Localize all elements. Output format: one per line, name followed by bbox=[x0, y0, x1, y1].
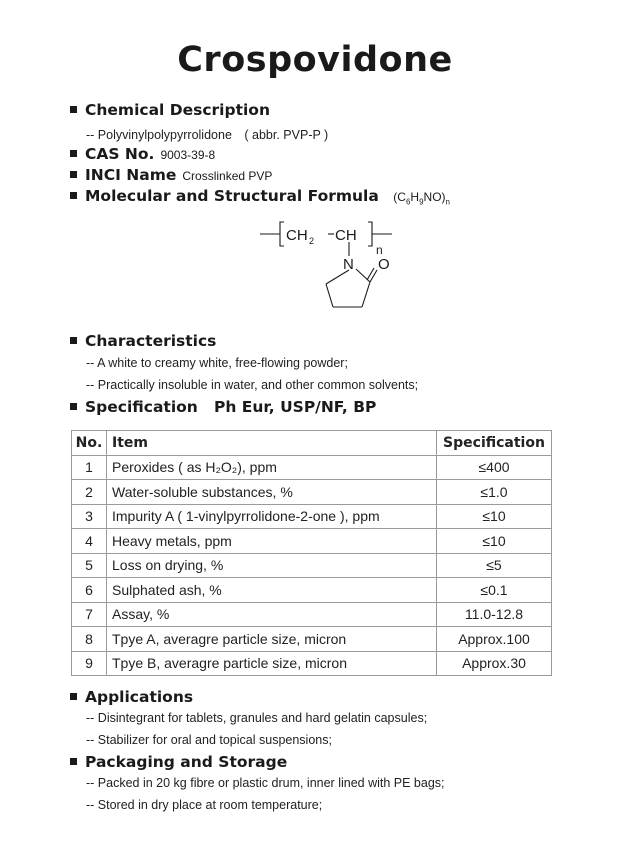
cell-spec: ≤5 bbox=[437, 553, 552, 578]
cell-no: 5 bbox=[72, 553, 107, 578]
inci-heading: INCI Name bbox=[85, 166, 177, 184]
column-header-no: No. bbox=[72, 431, 107, 456]
table-row bbox=[72, 602, 552, 627]
cell-spec: ≤10 bbox=[437, 504, 552, 529]
bullet-square-icon bbox=[70, 192, 77, 199]
formula-nitrogen: N bbox=[343, 256, 354, 273]
applications-heading: Applications bbox=[85, 688, 194, 706]
cell-spec: ≤0.1 bbox=[437, 578, 552, 603]
packaging-heading-row bbox=[70, 753, 287, 772]
cell-item: Impurity A ( 1-vinylpyrrolidone-2-one ), ppm bbox=[107, 504, 437, 529]
table-row bbox=[72, 455, 552, 480]
column-header-item: Item bbox=[107, 431, 437, 456]
applications-line: -- Stabilizer for oral and topical suspensions; bbox=[86, 733, 332, 747]
bullet-square-icon bbox=[70, 403, 77, 410]
chemical-description-heading: Chemical Description bbox=[85, 101, 270, 119]
cell-spec: ≤1.0 bbox=[437, 480, 552, 505]
formula-heading: Molecular and Structural Formula bbox=[85, 187, 379, 205]
cell-item: Peroxides ( as H₂O₂), ppm bbox=[107, 455, 437, 480]
cell-item: Tpye B, averagre particle size, micron bbox=[107, 651, 437, 676]
packaging-line: -- Stored in dry place at room temperature; bbox=[86, 798, 323, 812]
cell-no: 7 bbox=[72, 602, 107, 627]
page-title: Crospovidone bbox=[177, 40, 453, 80]
cell-no: 2 bbox=[72, 480, 107, 505]
cell-item: Sulphated ash, % bbox=[107, 578, 437, 603]
cell-item: Loss on drying, % bbox=[107, 553, 437, 578]
chemical-description-line: -- Polyvinylpolypyrrolidone ( abbr. PVP-P ) bbox=[86, 128, 329, 142]
packaging-line: -- Packed in 20 kg fibre or plastic drum, inner lined with PE bags; bbox=[86, 776, 445, 790]
applications-line: -- Disintegrant for tablets, granules and hard gelatin capsules; bbox=[86, 711, 428, 725]
bullet-square-icon bbox=[70, 106, 77, 113]
specification-heading: Specification Ph Eur, USP/NF, BP bbox=[85, 398, 377, 416]
cell-spec: Approx.100 bbox=[437, 627, 552, 652]
cell-no: 8 bbox=[72, 627, 107, 652]
cas-row bbox=[70, 145, 215, 164]
characteristics-line: -- A white to creamy white, free-flowing powder; bbox=[86, 356, 348, 370]
cell-spec: 11.0-12.8 bbox=[437, 602, 552, 627]
characteristics-heading: Characteristics bbox=[85, 332, 217, 350]
bullet-square-icon bbox=[70, 171, 77, 178]
inci-value: Crosslinked PVP bbox=[182, 169, 273, 183]
table-row bbox=[72, 651, 552, 676]
cas-heading: CAS No. bbox=[85, 145, 155, 163]
characteristics-line: -- Practically insoluble in water, and other common solvents; bbox=[86, 378, 419, 392]
cell-no: 9 bbox=[72, 651, 107, 676]
specification-heading-row bbox=[70, 398, 376, 417]
bullet-square-icon bbox=[70, 758, 77, 765]
formula-ch: CH bbox=[335, 227, 357, 244]
table-row bbox=[72, 553, 552, 578]
formula-ch2: CH bbox=[286, 227, 308, 244]
cell-item: Water-soluble substances, % bbox=[107, 480, 437, 505]
table-row bbox=[72, 627, 552, 652]
specification-table bbox=[71, 430, 552, 676]
formula-n-subscript: n bbox=[376, 243, 383, 257]
cell-spec: ≤10 bbox=[437, 529, 552, 554]
formula-oxygen: O bbox=[378, 256, 390, 273]
structural-formula-diagram bbox=[250, 212, 400, 322]
chemical-description-heading-row bbox=[70, 101, 270, 120]
table-header-row bbox=[72, 431, 552, 456]
applications-heading-row bbox=[70, 688, 193, 707]
cas-value: 9003-39-8 bbox=[160, 148, 216, 162]
bullet-square-icon bbox=[70, 150, 77, 157]
characteristics-heading-row bbox=[70, 332, 216, 351]
cell-spec: Approx.30 bbox=[437, 651, 552, 676]
cell-no: 3 bbox=[72, 504, 107, 529]
formula-row bbox=[70, 187, 450, 206]
cell-no: 1 bbox=[72, 455, 107, 480]
cell-item: Tpye A, averagre particle size, micron bbox=[107, 627, 437, 652]
cell-spec: ≤400 bbox=[437, 455, 552, 480]
cell-item: Assay, % bbox=[107, 602, 437, 627]
bullet-square-icon bbox=[70, 693, 77, 700]
table-row bbox=[72, 529, 552, 554]
cell-no: 4 bbox=[72, 529, 107, 554]
column-header-specification: Specification bbox=[437, 431, 552, 456]
formula-ch2-subscript: 2 bbox=[309, 236, 315, 246]
molecular-formula: $(C_6H_9NO)_n$ bbox=[393, 190, 450, 207]
table-row bbox=[72, 504, 552, 529]
cell-item: Heavy metals, ppm bbox=[107, 529, 437, 554]
table-row bbox=[72, 578, 552, 603]
table-row bbox=[72, 480, 552, 505]
inci-row bbox=[70, 166, 272, 185]
cell-no: 6 bbox=[72, 578, 107, 603]
packaging-heading: Packaging and Storage bbox=[85, 753, 288, 771]
bullet-square-icon bbox=[70, 337, 77, 344]
